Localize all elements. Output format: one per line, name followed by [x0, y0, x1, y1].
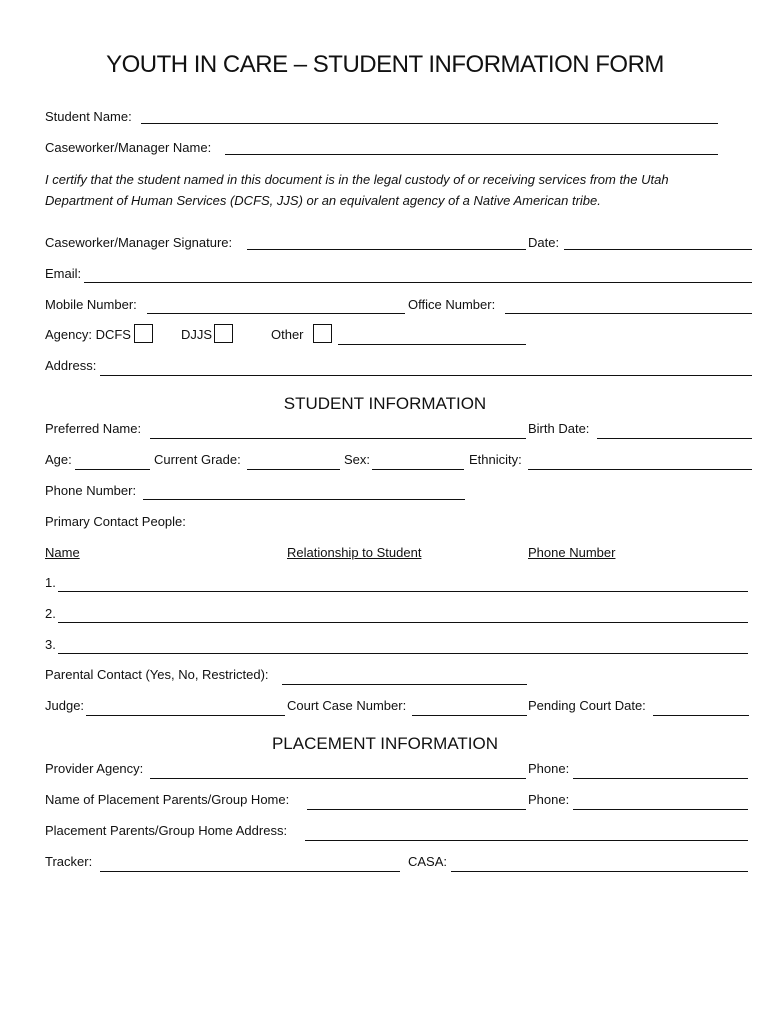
pending-date-field[interactable] [653, 715, 749, 716]
certification-statement: I certify that the student named in this document is in the legal custody of or receiving services from the Utah Department of Human Services (DCFS, JJS) or an equivalent agency of a Native American tribe. [45, 172, 669, 208]
ethnicity-field[interactable] [528, 469, 752, 470]
pending-date-label: Pending Court Date: [528, 698, 646, 713]
birth-date-field[interactable] [597, 438, 752, 439]
ethnicity-label: Ethnicity: [469, 452, 522, 467]
contact-row-1-field[interactable] [58, 591, 748, 592]
age-field[interactable] [75, 469, 150, 470]
mobile-field[interactable] [147, 313, 405, 314]
djjs-checkbox[interactable] [214, 324, 233, 343]
contact-row-3-label: 3. [45, 637, 56, 652]
phone-field[interactable] [143, 499, 465, 500]
tracker-label: Tracker: [45, 854, 93, 869]
primary-contacts-label: Primary Contact People: [45, 514, 186, 529]
col-phone-header: Phone Number [528, 545, 616, 560]
student-name-field[interactable] [141, 123, 718, 124]
djjs-label: DJJS [181, 327, 213, 342]
contact-row-2-field[interactable] [58, 622, 748, 623]
parental-contact-field[interactable] [282, 684, 527, 685]
preferred-name-label: Preferred Name: [45, 421, 142, 436]
judge-label: Judge: [45, 698, 85, 713]
tracker-field[interactable] [100, 871, 400, 872]
contact-row-1-label: 1. [45, 575, 56, 590]
office-label: Office Number: [408, 297, 496, 312]
placement-parents-field[interactable] [307, 809, 526, 810]
date-label: Date: [528, 235, 560, 250]
mobile-label: Mobile Number: [45, 297, 137, 312]
placement-address-field[interactable] [305, 840, 748, 841]
form-title: YOUTH IN CARE – STUDENT INFORMATION FORM [106, 51, 664, 78]
provider-agency-field[interactable] [150, 778, 526, 779]
dcfs-checkbox[interactable] [134, 324, 153, 343]
caseworker-name-field[interactable] [225, 154, 718, 155]
court-case-field[interactable] [412, 715, 527, 716]
grade-field[interactable] [247, 469, 340, 470]
provider-agency-label: Provider Agency: [45, 761, 144, 776]
sex-label: Sex: [344, 452, 371, 467]
address-field[interactable] [100, 375, 752, 376]
student-info-heading: STUDENT INFORMATION [283, 394, 487, 413]
email-field[interactable] [84, 282, 752, 283]
student-name-label: Student Name: [45, 109, 132, 124]
contact-row-3-field[interactable] [58, 653, 748, 654]
court-case-label: Court Case Number: [287, 698, 407, 713]
judge-field[interactable] [86, 715, 285, 716]
parental-contact-label: Parental Contact (Yes, No, Restricted): [45, 667, 269, 682]
age-label: Age: [45, 452, 72, 467]
preferred-name-field[interactable] [150, 438, 526, 439]
other-agency-field[interactable] [338, 344, 526, 345]
date-field[interactable] [564, 249, 752, 250]
sex-field[interactable] [372, 469, 464, 470]
placement-info-heading: PLACEMENT INFORMATION [271, 734, 499, 753]
birth-date-label: Birth Date: [528, 421, 590, 436]
other-checkbox[interactable] [313, 324, 332, 343]
placement-parents-label: Name of Placement Parents/Group Home: [45, 792, 290, 807]
casa-field[interactable] [451, 871, 748, 872]
placement-phone-field[interactable] [573, 809, 748, 810]
phone-label: Phone Number: [45, 483, 137, 498]
agency-label: Agency: DCFS [45, 327, 131, 342]
col-relationship-header: Relationship to Student [287, 545, 422, 560]
signature-field[interactable] [247, 249, 526, 250]
other-label: Other [271, 327, 304, 342]
contact-row-2-label: 2. [45, 606, 56, 621]
caseworker-name-label: Caseworker/Manager Name: [45, 140, 212, 155]
signature-label: Caseworker/Manager Signature: [45, 235, 233, 250]
casa-label: CASA: [408, 854, 448, 869]
col-name-header: Name [45, 545, 80, 560]
email-label: Email: [45, 266, 82, 281]
grade-label: Current Grade: [154, 452, 241, 467]
placement-phone-label: Phone: [528, 792, 570, 807]
address-label: Address: [45, 358, 97, 373]
provider-phone-label: Phone: [528, 761, 570, 776]
placement-address-label: Placement Parents/Group Home Address: [45, 823, 288, 838]
office-field[interactable] [505, 313, 752, 314]
provider-phone-field[interactable] [573, 778, 748, 779]
